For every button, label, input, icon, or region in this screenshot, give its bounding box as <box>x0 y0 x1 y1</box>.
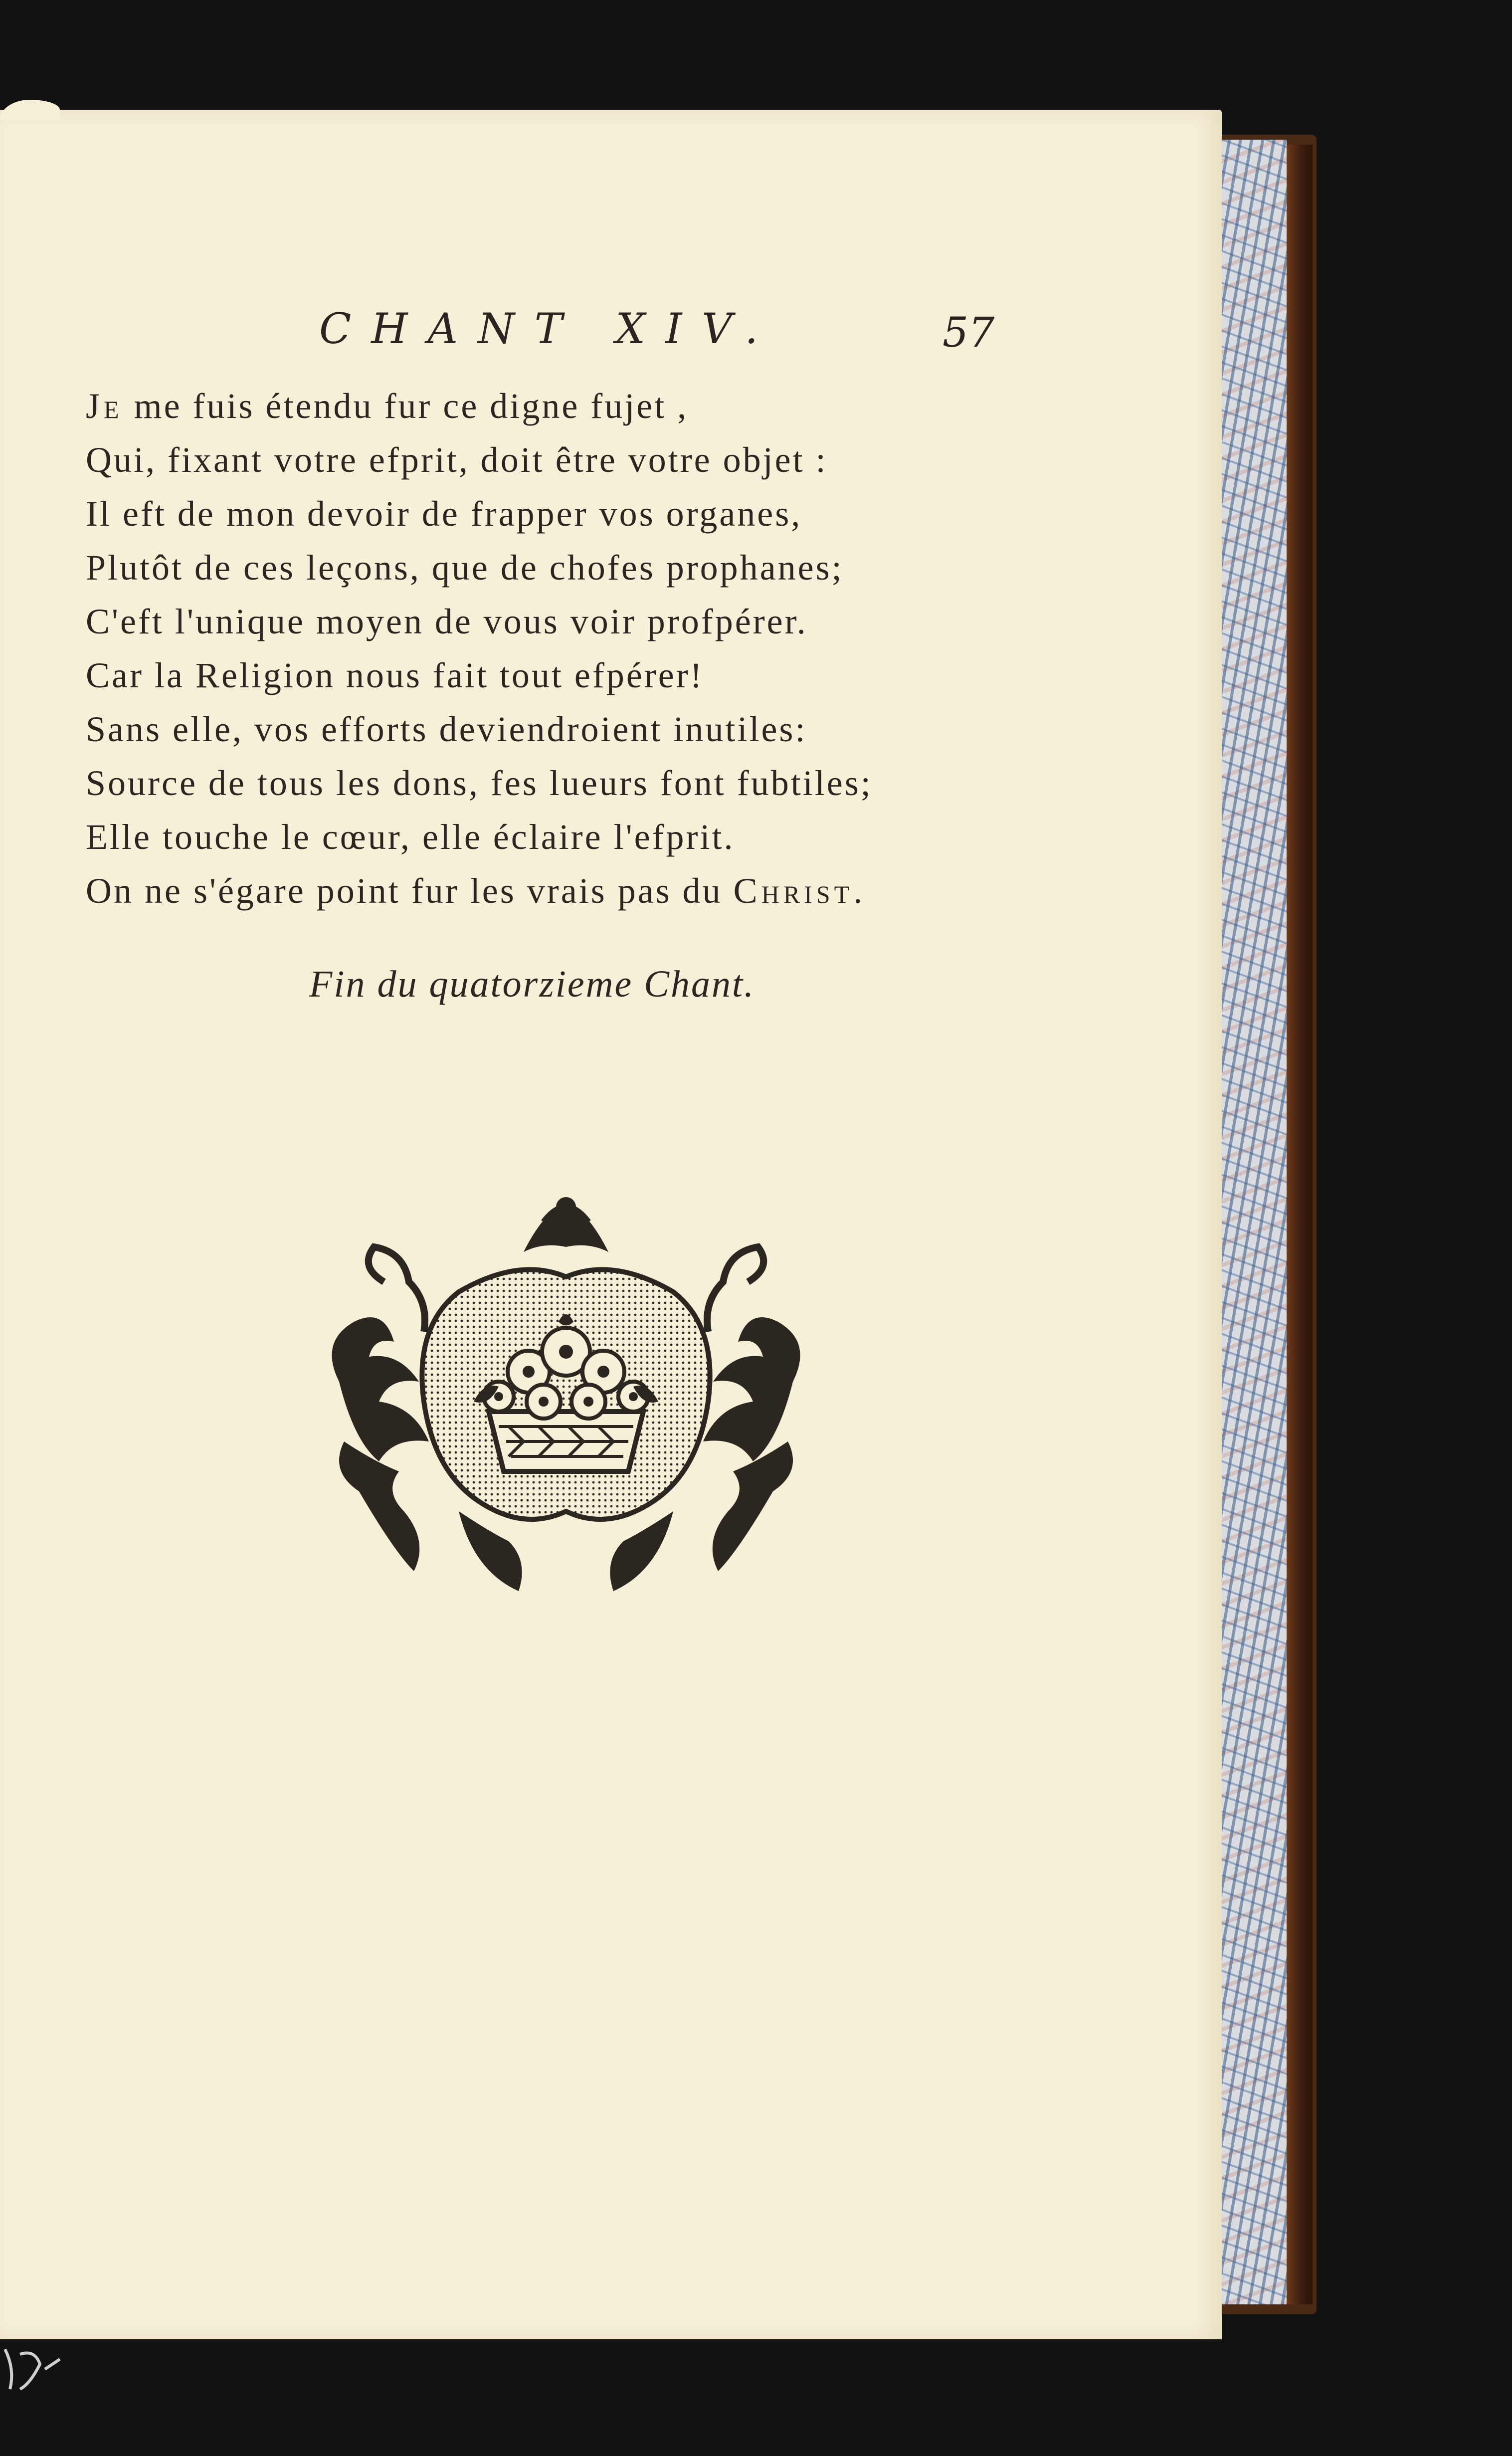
page-number: 57 <box>943 309 995 357</box>
verse-line-text: me fuis étendu fur ce digne fujet , <box>123 386 689 426</box>
verse-line: Plutôt de ces leçons, que de chofes prophanes; <box>86 548 844 588</box>
verse-line: Car la Religion nous fait tout efpérer! <box>86 655 704 695</box>
verse-line: C'eft l'unique moyen de vous voir profpérer. <box>86 602 808 641</box>
running-head: CHANT XIV. <box>319 304 778 353</box>
verse-initial: Je <box>86 386 123 426</box>
verse-line: Qui, fixant votre efprit, doit être votre objet : <box>86 440 828 480</box>
page-corner <box>0 100 60 120</box>
verse-line <box>86 864 1033 918</box>
verse-line <box>86 379 1033 433</box>
marbled-page-edges <box>1217 140 1287 2304</box>
chapter-colophon: Fin du quatorzieme Chant. <box>309 963 756 1005</box>
verse-line: Elle touche le cœur, elle éclaire l'efprit. <box>86 817 735 857</box>
verse-block <box>86 379 1033 918</box>
verse-line: Source de tous les dons, fes lueurs font fubtiles; <box>86 763 873 803</box>
verse-line: Sans elle, vos efforts deviendroient inutiles: <box>86 709 807 749</box>
leather-cover-edge <box>1287 145 1313 2304</box>
verse-line-text: On ne s'égare point fur les vrais pas du <box>86 871 734 911</box>
verse-small-caps: Christ. <box>733 871 867 911</box>
library-shelf-mark-icon <box>0 2339 70 2399</box>
floral-basket-vignette-icon <box>309 1192 823 1606</box>
verse-line: Il eft de mon devoir de frapper vos organes, <box>86 494 802 534</box>
